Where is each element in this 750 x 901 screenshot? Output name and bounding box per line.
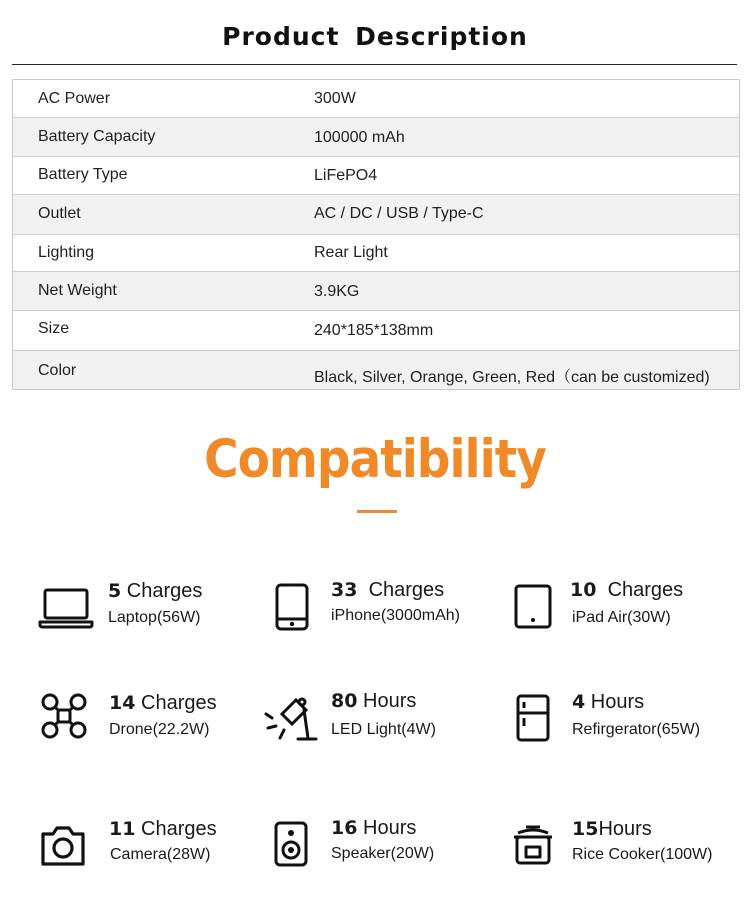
compat-device: Drone(22.2W)	[109, 721, 210, 738]
phone-icon	[266, 581, 322, 637]
compat-device: Speaker(20W)	[331, 845, 435, 862]
compat-count: 11 Charges	[109, 818, 217, 840]
compat-count: 16 Hours	[331, 817, 417, 839]
spec-row	[13, 195, 739, 235]
compat-count: 33 Charges	[331, 579, 445, 601]
compat-count: 15Hours	[572, 818, 652, 840]
compat-item-laptop	[38, 580, 258, 644]
compat-item-refrigerator	[512, 691, 732, 755]
tablet-icon	[512, 581, 568, 637]
compat-item-tablet	[512, 579, 732, 643]
laptop-icon	[38, 580, 94, 636]
rice-cooker-icon	[512, 821, 568, 877]
spec-label: AC Power	[38, 90, 111, 107]
spec-label: Battery Type	[38, 166, 128, 183]
compat-device: Camera(28W)	[110, 846, 211, 863]
camera-icon	[40, 820, 96, 876]
compat-device: iPhone(3000mAh)	[331, 607, 460, 624]
spec-table	[12, 79, 740, 390]
title-divider	[12, 64, 737, 65]
spec-value: Black, Silver, Orange, Green, Red（can be customized)	[314, 369, 710, 386]
compat-device: iPad Air(30W)	[572, 609, 671, 626]
spec-label: Lighting	[38, 244, 95, 261]
spec-label: Net Weight	[38, 282, 117, 299]
spec-row	[13, 118, 739, 157]
compat-item-speaker	[272, 817, 492, 881]
compat-item-rice-cooker	[512, 818, 732, 882]
compat-device: Rice Cooker(100W)	[572, 846, 713, 863]
compat-count: 5 Charges	[108, 580, 203, 602]
compatibility-heading: Compatibility	[204, 428, 546, 491]
spec-value: 240*185*138mm	[314, 322, 434, 339]
refrigerator-icon	[512, 693, 568, 749]
spec-label: Size	[38, 320, 70, 337]
compat-count: 80 Hours	[331, 690, 417, 712]
spec-value: Rear Light	[314, 244, 388, 261]
spec-label: Outlet	[38, 205, 81, 222]
compat-item-drone	[40, 692, 260, 756]
spec-label: Battery Capacity	[38, 128, 156, 145]
spec-row	[13, 351, 739, 389]
compat-item-led-light	[264, 690, 484, 754]
spec-row	[13, 311, 739, 351]
compat-count: 14 Charges	[109, 692, 217, 714]
desk-lamp-icon	[264, 692, 320, 748]
compat-device: LED Light(4W)	[331, 721, 436, 738]
spec-value: AC / DC / USB / Type-C	[314, 205, 484, 222]
compatibility-accent-rule	[357, 510, 397, 513]
compat-device: Refirgerator(65W)	[572, 721, 701, 738]
spec-row	[13, 272, 739, 311]
spec-label: Color	[38, 362, 77, 379]
spec-value: 300W	[314, 90, 356, 107]
compat-item-camera	[40, 818, 260, 882]
spec-row	[13, 157, 739, 195]
drone-icon	[40, 692, 96, 748]
spec-row	[13, 80, 739, 118]
spec-row	[13, 235, 739, 272]
compat-count: 4 Hours	[572, 691, 645, 713]
compat-count: 10 Charges	[570, 579, 684, 601]
compat-item-phone	[270, 579, 490, 643]
spec-value: LiFePO4	[314, 167, 378, 184]
spec-value: 3.9KG	[314, 283, 360, 300]
compat-device: Laptop(56W)	[108, 609, 201, 626]
page-title: Product Description	[222, 22, 528, 51]
spec-value: 100000 mAh	[314, 129, 405, 146]
speaker-icon	[272, 821, 328, 877]
